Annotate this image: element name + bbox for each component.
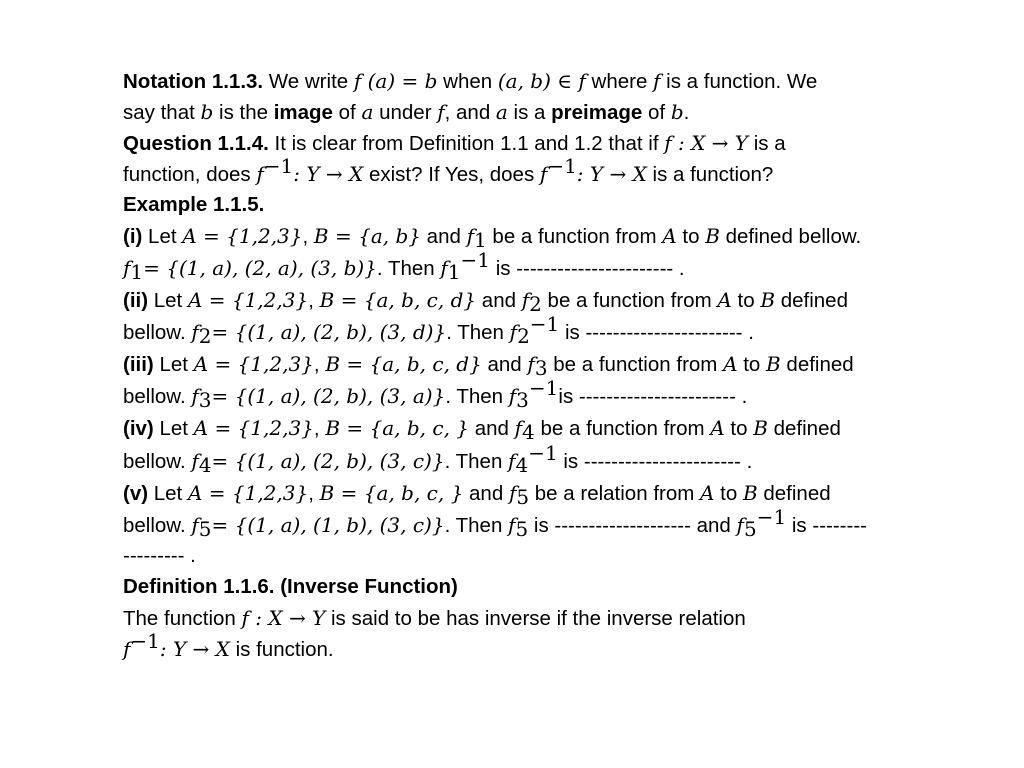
text: . Then	[445, 385, 509, 408]
math-expression: B = {a, b, c, d}	[325, 352, 482, 376]
text: . Then	[446, 321, 510, 344]
example-iv-line-1	[123, 413, 841, 443]
item-label: (i)	[123, 225, 143, 248]
text: .	[742, 321, 754, 344]
text: defined	[767, 417, 841, 440]
math-expression: f	[508, 384, 517, 408]
math-expression: A = {1,2,3}	[193, 352, 314, 376]
subscript: 4	[515, 453, 529, 477]
text: be a	[486, 225, 539, 248]
text: ,	[302, 225, 314, 248]
text: is function.	[229, 638, 334, 661]
math-expression: b	[670, 100, 684, 124]
math-expression: A	[723, 352, 738, 376]
math-expression: f	[437, 100, 445, 124]
math-expression: B = {a, b, c, }	[319, 481, 464, 505]
math-expression: A = {1,2,3}	[193, 416, 314, 440]
text: defined	[757, 482, 831, 505]
subscript: 4	[198, 453, 212, 477]
math-expression: B	[760, 288, 776, 312]
text: The function	[123, 607, 242, 630]
text: defined bellow.	[719, 225, 862, 248]
example-v-line-3	[123, 541, 196, 571]
text: is the	[213, 101, 274, 124]
math-expression: f	[508, 449, 516, 473]
text: be a	[534, 417, 587, 440]
math-expression: a	[495, 100, 508, 124]
item-label: (ii)	[123, 289, 149, 312]
math-expression: B	[753, 416, 768, 440]
math-expression: f	[539, 162, 548, 186]
text: defined	[780, 353, 854, 376]
math-expression: (a, b) ∈ f	[497, 69, 586, 93]
superscript: −1	[528, 441, 558, 465]
math-expression: A	[662, 224, 677, 248]
math-expression: A = {1,2,3}	[182, 224, 303, 248]
text: of	[642, 101, 671, 124]
text: Let	[153, 353, 194, 376]
math-expression: f	[514, 416, 523, 440]
math-expression: a	[361, 100, 374, 124]
math-expression: f	[123, 637, 131, 661]
notation-line-1	[123, 66, 817, 96]
text: be a	[547, 353, 599, 376]
text: and	[476, 289, 522, 312]
text: . Then	[444, 450, 509, 473]
text: ,	[313, 353, 326, 376]
question-label: Question 1.1.4.	[123, 132, 269, 155]
definition-label: Definition 1.1.6. (Inverse Function)	[123, 575, 458, 598]
answer-blank: ---------	[123, 544, 185, 567]
answer-blank: -----------------------	[585, 321, 743, 344]
example-ii-line-1	[123, 285, 848, 315]
text: and	[463, 482, 509, 505]
math-expression: f	[736, 513, 744, 537]
text: function, does	[123, 163, 257, 186]
subscript: 4	[522, 420, 535, 444]
term-preimage: preimage	[551, 101, 643, 124]
example-iii-line-1	[123, 349, 854, 379]
math-expression: : Y → X	[576, 162, 647, 186]
math-expression: f	[256, 162, 264, 186]
text: It is clear from Definition 1.1 and 1.2 that if	[268, 132, 665, 155]
math-expression: : Y → X	[159, 637, 230, 661]
example-label: Example 1.1.5.	[123, 193, 265, 216]
math-expression: f	[440, 256, 448, 280]
subscript: 3	[198, 388, 212, 412]
text: is a function. We	[660, 70, 818, 93]
text: and	[420, 225, 467, 248]
question-line-2	[123, 154, 774, 189]
text: is	[559, 321, 586, 344]
text: Let	[153, 417, 194, 440]
math-expression: f	[508, 513, 516, 537]
text: from	[657, 417, 711, 440]
text: under	[373, 101, 438, 124]
answer-blank: -----------------------	[578, 385, 736, 408]
example-i-line-2	[123, 248, 685, 284]
item-label: (v)	[123, 482, 149, 505]
text: when	[437, 70, 498, 93]
math-expression: B = {a, b, c, d}	[319, 288, 477, 312]
text: ,	[313, 417, 326, 440]
text: to	[714, 482, 743, 505]
text: bellow.	[123, 514, 192, 537]
math-expression: f	[191, 384, 199, 408]
example-v-line-1	[123, 478, 831, 508]
text: .	[184, 544, 196, 567]
text: is	[558, 385, 579, 408]
text: to	[676, 225, 706, 248]
math-expression: B = {a, b, c, }	[325, 416, 470, 440]
math-expression: f	[123, 256, 131, 280]
definition-line-2	[123, 629, 334, 664]
subscript: 5	[198, 517, 212, 541]
answer-blank: -----------------------	[516, 257, 674, 280]
math-expression: f	[191, 449, 199, 473]
text: is	[528, 514, 555, 537]
math-expression: = {(1, a), (1, b), (3, c)}	[211, 513, 445, 537]
math-expression: = {(1, a), (2, b), (3, a)}	[211, 384, 446, 408]
text: to	[731, 289, 761, 312]
math-expression: A = {1,2,3}	[187, 481, 309, 505]
text: bellow.	[123, 450, 192, 473]
example-iii-line-2	[123, 376, 748, 412]
answer-blank: -----------------------	[583, 450, 741, 473]
text: function	[586, 417, 658, 440]
text: defined	[775, 289, 848, 312]
text: from	[647, 482, 701, 505]
text: is a	[507, 101, 552, 124]
item-label: (iii)	[123, 353, 154, 376]
math-expression: A	[700, 481, 715, 505]
text: .	[735, 385, 748, 408]
text: and	[469, 417, 515, 440]
text: exist? If Yes, does	[363, 163, 540, 186]
term-image: image	[273, 101, 333, 124]
text: be a	[541, 289, 594, 312]
text: be a	[529, 482, 581, 505]
question-line-1	[123, 128, 786, 158]
text: We write	[263, 70, 354, 93]
notation-line-2	[123, 97, 689, 127]
text: .	[673, 257, 685, 280]
notation-label: Notation 1.1.3.	[123, 70, 264, 93]
text: from	[670, 353, 724, 376]
text: Let	[148, 482, 188, 505]
example-ii-line-2	[123, 312, 754, 348]
answer-blank: --------------------	[554, 514, 691, 537]
text: from	[609, 225, 663, 248]
math-expression: B = {a, b}	[313, 224, 421, 248]
math-expression: b	[200, 100, 214, 124]
text: say that	[123, 101, 201, 124]
subscript: 1	[447, 260, 461, 284]
text: function	[538, 225, 610, 248]
subscript: 5	[516, 485, 530, 509]
example-heading	[123, 190, 264, 220]
text: function	[593, 289, 665, 312]
superscript: −1	[528, 376, 559, 400]
text: . Then	[444, 514, 509, 537]
definition-heading	[123, 572, 458, 602]
superscript: −1	[460, 248, 490, 272]
math-expression: f	[466, 224, 474, 248]
text: is a	[748, 132, 786, 155]
superscript: −1	[756, 505, 787, 529]
text: is said to be has inverse if the inverse relation	[325, 607, 746, 630]
answer-blank: --------	[812, 514, 867, 537]
text: and	[481, 353, 528, 376]
math-expression: f : X → Y	[241, 606, 326, 630]
text: Let	[148, 289, 188, 312]
subscript: 1	[130, 260, 144, 284]
math-expression: B	[742, 481, 758, 505]
text: is	[557, 450, 584, 473]
text: .	[683, 101, 690, 124]
text: bellow.	[123, 385, 192, 408]
math-expression: A = {1,2,3}	[187, 288, 309, 312]
item-label: (iv)	[123, 417, 154, 440]
text: bellow.	[123, 321, 192, 344]
math-expression: = {(1, a), (2, a), (3, b)}	[143, 256, 377, 280]
math-expression: f	[509, 320, 518, 344]
math-expression: f	[653, 69, 661, 93]
text: ,	[308, 482, 320, 505]
math-expression: f	[191, 320, 199, 344]
definition-line-1	[123, 603, 746, 633]
example-v-line-2	[123, 505, 867, 541]
math-expression: B	[705, 224, 720, 248]
subscript: 5	[515, 517, 529, 541]
example-i-line-1	[123, 221, 861, 251]
text: . Then	[376, 257, 441, 280]
text: of	[332, 101, 362, 124]
math-expression: f	[527, 352, 535, 376]
subscript: 2	[529, 292, 542, 316]
math-expression: f : X → Y	[664, 131, 748, 155]
superscript: −1	[263, 154, 294, 178]
subscript: 3	[534, 356, 548, 380]
text: from	[664, 289, 718, 312]
text: , and	[444, 101, 496, 124]
math-expression: f	[508, 481, 517, 505]
text: is	[490, 257, 517, 280]
text: to	[724, 417, 754, 440]
math-expression: f (a) = b	[353, 69, 438, 93]
math-expression: B	[766, 352, 781, 376]
math-expression: A	[717, 288, 732, 312]
text: ,	[308, 289, 320, 312]
math-expression: A	[710, 416, 725, 440]
text: is a function?	[646, 163, 774, 186]
math-expression: f	[521, 288, 530, 312]
text: relation	[580, 482, 648, 505]
text: is	[786, 514, 813, 537]
subscript: 3	[516, 388, 529, 412]
math-expression: = {(1, a), (2, b), (3, d)}	[211, 320, 447, 344]
subscript: 5	[743, 517, 757, 541]
text: Let	[142, 225, 183, 248]
subscript: 2	[517, 324, 530, 348]
superscript: −1	[130, 629, 160, 653]
math-expression: = {(1, a), (2, b), (3, c)}	[211, 449, 445, 473]
subscript: 2	[198, 324, 212, 348]
superscript: −1	[529, 312, 560, 336]
subscript: 1	[474, 228, 487, 252]
text: to	[737, 353, 767, 376]
text: where	[585, 70, 654, 93]
text: .	[740, 450, 753, 473]
math-expression: : Y → X	[293, 162, 364, 186]
example-iv-line-2	[123, 441, 753, 477]
math-expression: f	[191, 513, 199, 537]
text: and	[690, 514, 737, 537]
superscript: −1	[547, 154, 577, 178]
text: function	[598, 353, 671, 376]
